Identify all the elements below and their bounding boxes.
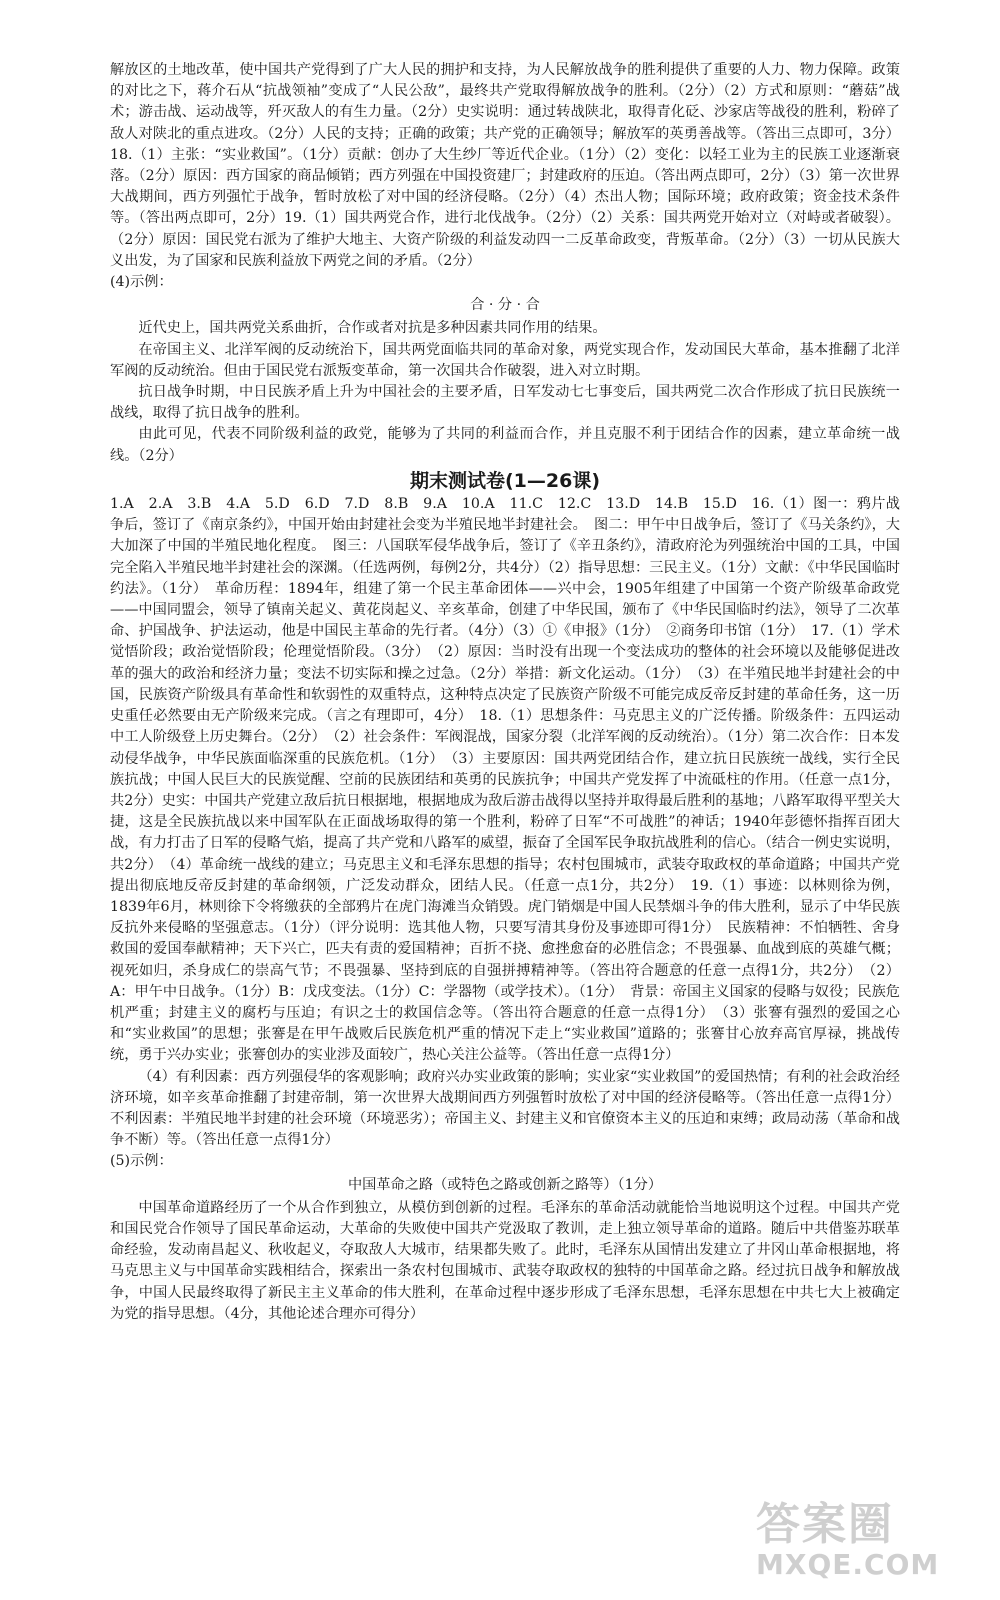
watermark-logo xyxy=(756,1500,986,1590)
essay1-p3: 抗日战争时期，中日民族矛盾上升为中国社会的主要矛盾，日军发动七七事变后，国共两党二次合作形成了抗日民族统一战线，取得了抗日战争的胜利。 xyxy=(110,384,900,422)
answer-example-label: (4)示例： xyxy=(110,274,173,291)
watermark-logo-text: 答案圈 xyxy=(756,1499,894,1550)
answer-example-label-2: (5)示例： xyxy=(110,1153,173,1170)
section-title-final-exam: 期末测试卷(1—26课) xyxy=(409,469,601,492)
essay1-p2: 在帝国主义、北洋军阀的反动统治下，国共两党面临共同的革命对象，两党实现合作，发动国民大革命，基本推翻了北洋军阀的反动统治。但由于国民党右派叛变革命，第一次国共合作破裂，进入对立时期。 xyxy=(110,341,900,379)
answer-page xyxy=(110,60,900,1325)
essay1-p4: 由此可见，代表不同阶级利益的政党，能够为了共同的利益而合作，并且克服不利于团结合作的因素，建立革命统一战线。（2分） xyxy=(110,426,900,464)
answer-text-part2-p2: （4）有利因素：西方列强侵华的客观影响；政府兴办实业政策的影响；实业家“实业救国”的爱国热情；有利的社会政治经济环境，如辛亥革命推翻了封建帝制，第一次世界大战期间西方列强暂时放松了对中国的经济侵略等。（答出任意一点得1分）不利因素：半殖民地半封建的社会环境（环境恶劣）；帝国主义、封建主义和官僚资本主义的压迫和束缚；政局动荡（革命和战争不断）等。（答出任意一点得1分） xyxy=(110,1068,900,1149)
answer-text-part2-p1: 1.A 2.A 3.B 4.A 5.D 6.D 7.D 8.B 9.A 10.A 11.C 12.C 13.D 14.B 15.D 16.（1）图一：鸦片战争后，签订了《南京条约》，中国开始由封建社会变为半殖民地半封建社会。 图二：甲午中日战争后，签订了《马关条约》，大大加深了中国的半殖民地化程度。 图三：八国联军侵华战争后，签订了《辛丑条约》，清政府沦为列强统治中国的工具，中国完全陷入半殖民地半封建社会的深渊。（任选两例，每例2分，共4分）（2）指导思想：三民主义。（1分）文献：《中华民国临时约法》。（1分） 革命历程：1894年，组建了第一个民主革命团体——兴中会，1905年组建了中国第一个资产阶级革命政党——中国同盟会，领导了镇南关起义、黄花岗起义、辛亥革命，创建了中华民国，颁布了《中华民国临时约法》，领导了二次革命、护国战争、护法运动，他是中国民主革命的先行者。（4分）（3）①《申报》（1分） ②商务印书馆（1分） 17.（1）学术觉悟阶段；政治觉悟阶段；伦理觉悟阶段。（3分） （2）原因：当时没有出现一个变法成功的整体的社会环境以及能够促进改革的强大的政治和经济力量；变法不切实际和操之过急。（2分）举措：新文化运动。（1分） （3）在半殖民地半封建社会的中国，民族资产阶级具有革命性和软弱性的双重特点，这种特点决定了民族资产阶级不可能完成反帝反封建的革命任务，这一历史重任必然要由无产阶级来完成。（言之有理即可，4分） 18.（1）思想条件：马克思主义的广泛传播。阶级条件：五四运动中工人阶级登上历史舞台。（2分） （2）社会条件：军阀混战，国家分裂（北洋军阀的反动统治）。（1分）第二次合作：日本发动侵华战争，中华民族面临深重的民族危机。（1分） （3）主要原因：国共两党团结合作，建立抗日民族统一战线，实行全民族抗战；中国人民巨大的民族觉醒、空前的民族团结和英勇的民族抗争；中国共产党发挥了中流砥柱的作用。（任意一点1分，共2分）史实：中国共产党建立敌后抗日根据地，根据地成为敌后游击战得以坚持并取得最后胜利的基地；八路军取得平型关大捷，这是全民族抗战以来中国军队在正面战场取得的第一个胜利，粉碎了日军“不可战胜”的神话；1940年彭德怀指挥百团大战，有力打击了日军的侵略气焰，提高了共产党和八路军的威望，振奋了全国军民争取抗战胜利的信心。（结合一例史实说明，共2分） （4）革命统一战线的建立；马克思主义和毛泽东思想的指导；农村包围城市，武装夺取政权的革命道路；中国共产党提出彻底地反帝反封建的革命纲领，广泛发动群众，团结人民。（任意一点1分，共2分） 19.（1）事迹：以林则徐为例，1839年6月，林则徐下令将缴获的全部鸦片在虎门海滩当众销毁。虎门销烟是中国人民禁烟斗争的伟大胜利，显示了中华民族反抗外来侵略的坚强意志。（1分）（评分说明：选其他人物，只要写清其身份及事迹即可得1分） 民族精神：不怕牺牲、舍身救国的爱国奉献精神；天下兴亡，匹夫有责的爱国精神；百折不挠、愈挫愈奋的必胜信念；不畏强暴、血战到底的英雄气概；视死如归，杀身成仁的崇高气节；不畏强暴、坚持到底的自强拼搏精神等。（答出符合题意的任意一点得1分，共2分） （2）A：甲午中日战争。（1分）B：戊戌变法。（1分）C：学器物（或学技术）。（1分） 背景：帝国主义国家的侵略与奴役；民族危机严重；封建主义的腐朽与压迫；有识之士的救国信念等。（答出符合题意的任意一点得1分） （3）张謇有强烈的爱国之心和“实业救国”的思想；张謇是在甲午战败后民族危机严重的情况下走上“实业救国”道路的；张謇甘心放弃高官厚禄，挑战传统，勇于兴办实业；张謇创办的实业涉及面较广，热心关注公益等。（答出任意一点得1分） xyxy=(110,496,900,1064)
essay-heading-2: 中国革命之路（或特色之路或创新之路等）（1分） xyxy=(347,1176,663,1193)
watermark-logo-url: MXQE.COM xyxy=(756,1548,940,1581)
essay-heading-1: 合 · 分 · 合 xyxy=(470,297,540,314)
answer-text-part1-p1: 解放区的土地改革，使中国共产党得到了广大人民的拥护和支持，为人民解放战争的胜利提供了重要的人力、物力保障。政策的对比之下，蒋介石从“抗战领袖”变成了“人民公敌”，最终共产党取得解放战争的胜利。（2分）（2）方式和原则：“蘑菇”战术；游击战、运动战等，歼灭敌人的有生力量。（2分）史实说明：通过转战陕北，取得青化砭、沙家店等战役的胜利，粉碎了敌人对陕北的重点进攻。（2分）人民的支持；正确的政策；共产党的正确领导；解放军的英勇善战等。（答出三点即可，3分）18.（1）主张：“实业救国”。（1分）贡献：创办了大生纱厂等近代企业。（1分）（2）变化：以轻工业为主的民族工业逐渐衰落。（2分）原因：西方国家的商品倾销；西方列强在中国投资建厂；封建政府的压迫。（答出两点即可，2分）（3）第一次世界大战期间，西方列强忙于战争，暂时放松了对中国的经济侵略。（2分）（4）杰出人物；国际环境；政府政策；资金技术条件等。（答出两点即可，2分）19.（1）国共两党合作，进行北伐战争。（2分）（2）关系：国共两党开始对立（对峙或者破裂）。（2分）原因：国民党右派为了维护大地主、大资产阶级的利益发动四一二反革命政变，背叛革命。（2分）（3）一切从民族大义出发，为了国家和民族利益放下两党之间的矛盾。（2分） xyxy=(110,62,900,269)
essay1-p1: 近代史上，国共两党关系曲折，合作或者对抗是多种因素共同作用的结果。 xyxy=(138,320,607,337)
essay2-p1: 中国革命道路经历了一个从合作到独立，从模仿到创新的过程。毛泽东的革命活动就能恰当地说明这个过程。中国共产党和国民党合作领导了国民革命运动，大革命的失败使中国共产党汲取了教训，走上独立领导革命的道路。随后中共借鉴苏联革命经验，发动南昌起义、秋收起义，夺取敌人大城市，结果都失败了。此时，毛泽东从国情出发建立了井冈山革命根据地，将马克思主义与中国革命实践相结合，探索出一条农村包围城市、武装夺取政权的独特的中国革命之路。经过抗日战争和解放战争，中国人民最终取得了新民主主义革命的伟大胜利，在革命过程中逐步形成了毛泽东思想，毛泽东思想在中共七大上被确定为党的指导思想。（4分，其他论述合理亦可得分） xyxy=(110,1199,900,1322)
